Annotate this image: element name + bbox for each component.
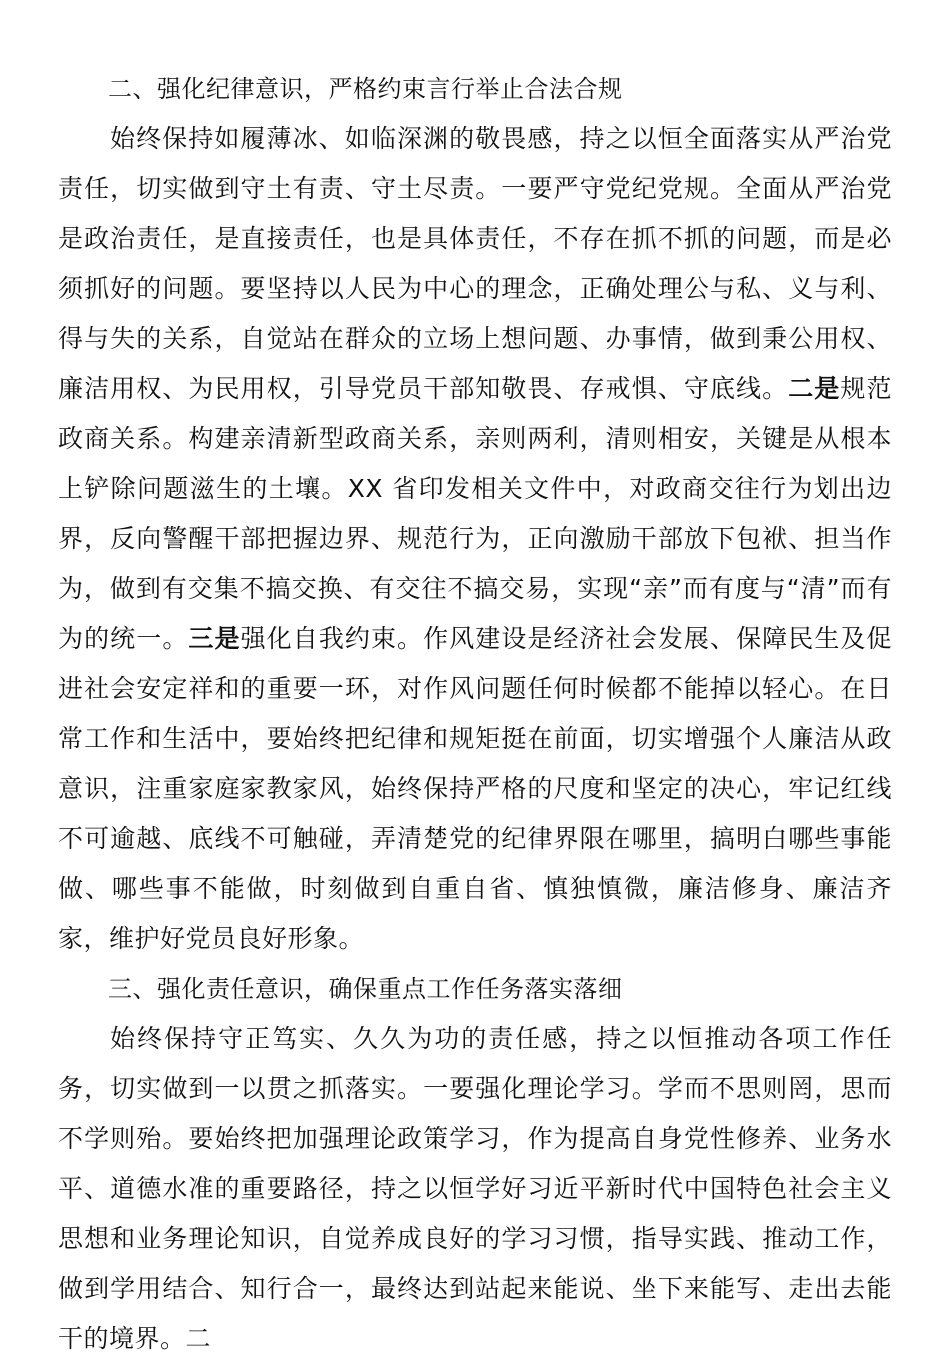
section-2-point-3-label: 三是 — [188, 624, 241, 653]
section-2-text-a: 始终保持如履薄冰、如临深渊的敬畏感，持之以恒全面落实从严治党责任，切实做到守土有责、守土尽责。一要严守党纪党规。全面从严治党是政治责任，是直接责任，也是具体责任，不存在抓不抓的问题，而是必须抓好的问题。要坚持以人民为中心的理念，正确处理公与私、义与利、得与失的关系，自觉站在群众的立场上想问题、办事情，做到秉公用权、廉洁用权、为民用权，引导党员干部知敬畏、存戒惧、守底线。 — [58, 124, 892, 403]
section-2-paragraph — [58, 114, 892, 964]
section-2-point-2-label: 二是 — [788, 374, 841, 403]
section-2-heading: 二、强化纪律意识，严格约束言行举止合法合规 — [108, 75, 623, 103]
section-2-text-c: 强化自我约束。作风建设是经济社会发展、保障民生及促进社会安定祥和的重要一环，对作风问题任何时候都不能掉以轻心。在日常工作和生活中，要始终把纪律和规矩挺在前面，切实增强个人廉洁从政意识，注重家庭家教家风，始终保持严格的尺度和坚定的决心，牢记红线不可逾越、底线不可触碰，弄清楚党的纪律界限在哪里，搞明白哪些事能做、哪些事不能做，时刻做到自重自省、慎独慎微，廉洁修身、廉洁齐家，维护好党员良好形象。 — [58, 624, 892, 953]
section-3-heading: 三、强化责任意识，确保重点工作任务落实落细 — [108, 975, 623, 1003]
section-3-paragraph: 始终保持守正笃实、久久为功的责任感，持之以恒推动各项工作任务，切实做到一以贯之抓落实。一要强化理论学习。学而不思则罔，思而不学则殆。要始终把加强理论政策学习，作为提高自身党性修养、业务水平、道德水准的重要路径，持之以恒学好习近平新时代中国特色社会主义思想和业务理论知识，自觉养成良好的学习习惯，指导实践、推动工作，做到学用结合、知行合一，最终达到站起来能说、坐下来能写、走出去能干的境界。二 — [58, 1024, 892, 1353]
document-body — [58, 64, 892, 1364]
section-2-text-b: 规范政商关系。构建亲清新型政商关系，亲则两利，清则相安，关键是从根本上铲除问题滋生的土壤。XX 省印发相关文件中，对政商交往行为划出边界，反向警醒干部把握边界、规范行为，正向激励干部放下包袱、担当作为，做到有交集不搞交换、有交往不搞交易，实现“亲”而有度与“清”而有为的统一。 — [58, 374, 892, 653]
